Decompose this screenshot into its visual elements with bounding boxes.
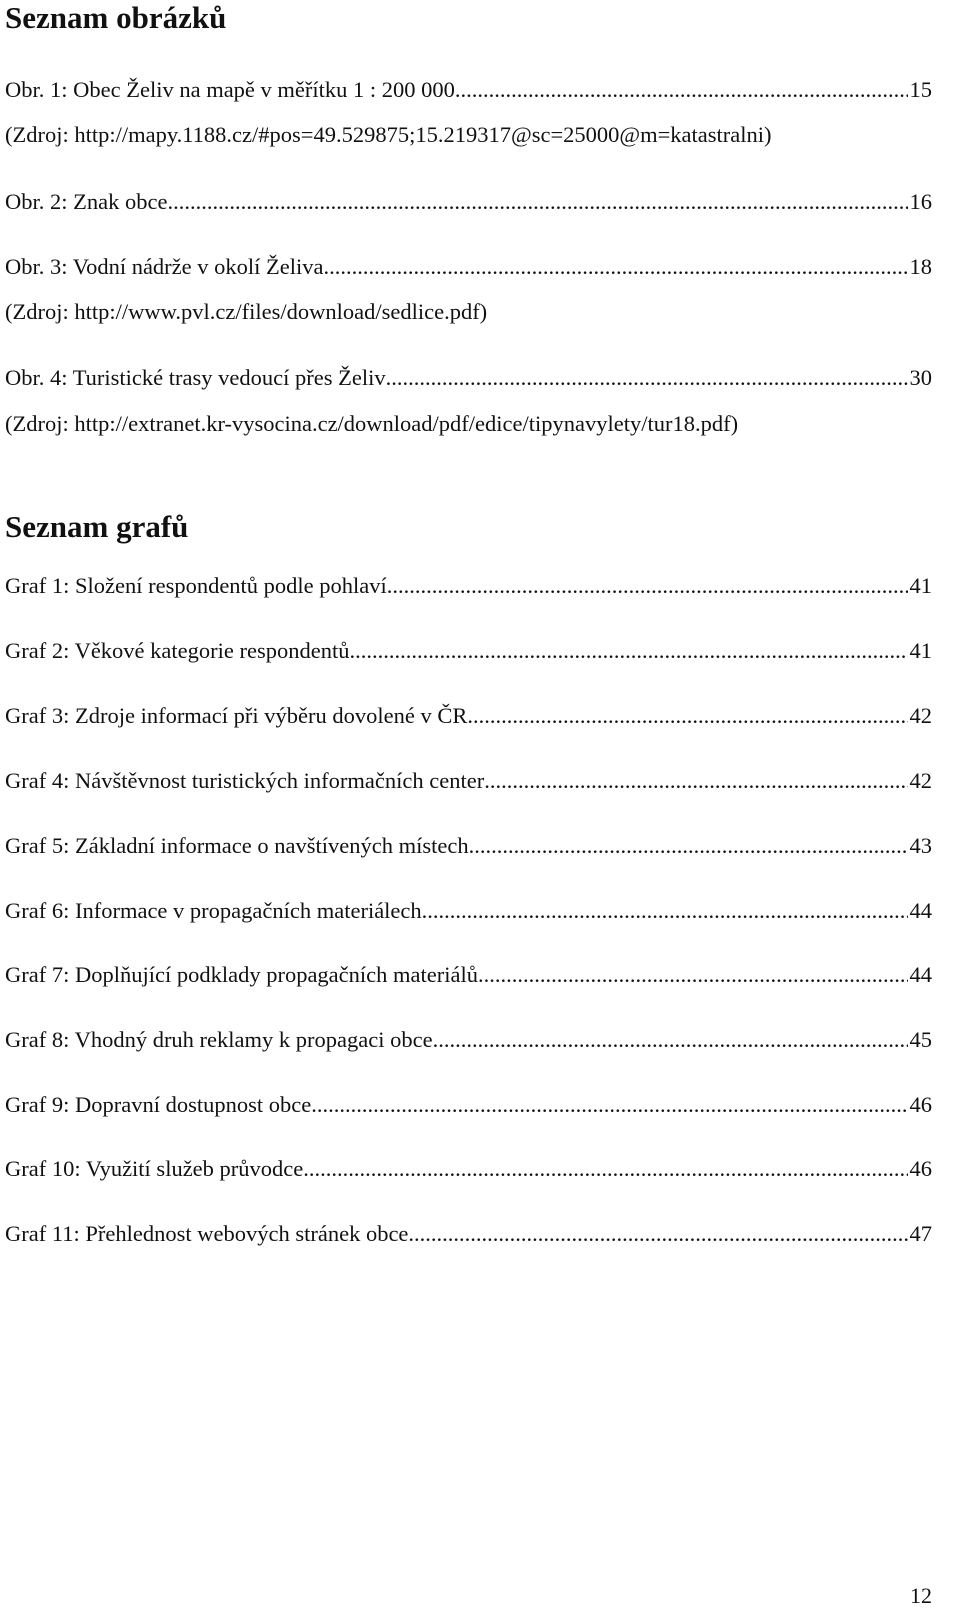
- images-list-entry[interactable]: [5, 75, 932, 105]
- entry-page-number: 42: [909, 703, 932, 728]
- dot-leader: [311, 1090, 908, 1120]
- graphs-list-entry[interactable]: [5, 571, 932, 601]
- entry-page-number: 46: [909, 1156, 932, 1181]
- entry-page-number: 45: [909, 1027, 932, 1052]
- entry-page-number: 18: [909, 254, 932, 279]
- entry-label: Graf 6: Informace v propagačních materiálech: [5, 898, 422, 923]
- dot-leader: [167, 187, 908, 217]
- entry-label: Graf 7: Doplňující podklady propagačních materiálů: [5, 962, 478, 987]
- entry-label: Graf 9: Dopravní dostupnost obce: [5, 1092, 312, 1117]
- entry-page-number: 30: [909, 365, 932, 390]
- graphs-list-entry[interactable]: [5, 701, 932, 731]
- entry-label: Graf 11: Přehlednost webových stránek obce: [5, 1221, 409, 1246]
- images-list-entry[interactable]: [5, 187, 932, 217]
- graphs-list-entry[interactable]: [5, 1025, 932, 1055]
- entry-page-number: 46: [909, 1092, 932, 1117]
- dot-leader: [408, 1219, 908, 1249]
- graphs-list-entry[interactable]: [5, 831, 932, 861]
- dot-leader: [455, 75, 908, 105]
- dot-leader: [387, 571, 908, 601]
- entry-page-number: 41: [909, 573, 932, 598]
- graphs-list-entry[interactable]: [5, 1154, 932, 1184]
- entry-label: Graf 4: Návštěvnost turistických informačních center: [5, 768, 485, 793]
- entry-page-number: 42: [909, 768, 932, 793]
- entry-page-number: 47: [909, 1221, 932, 1246]
- entry-label: Graf 10: Využití služeb průvodce: [5, 1156, 304, 1181]
- dot-leader: [324, 252, 909, 282]
- graphs-list-entry[interactable]: [5, 896, 932, 926]
- graphs-list-entry[interactable]: [5, 1219, 932, 1249]
- dot-leader: [422, 896, 908, 926]
- entry-label: Obr. 1: Obec Želiv na mapě v měřítku 1 : 200 000: [5, 77, 455, 102]
- images-list-heading: Seznam obrázků: [5, 0, 227, 35]
- entry-label: Graf 5: Základní informace o navštívených místech: [5, 833, 469, 858]
- dot-leader: [433, 1025, 908, 1055]
- entry-source: (Zdroj: http://extranet.kr-vysocina.cz/download/pdf/edice/tipynavylety/tur18.pdf): [5, 411, 739, 436]
- entry-source: (Zdroj: http://www.pvl.cz/files/download/sedlice.pdf): [5, 299, 488, 324]
- images-list-entry[interactable]: [5, 252, 932, 282]
- dot-leader: [484, 766, 908, 796]
- graphs-list-entry[interactable]: [5, 636, 932, 666]
- graphs-list-entry[interactable]: [5, 1090, 932, 1120]
- entry-page-number: 43: [909, 833, 932, 858]
- dot-leader: [467, 701, 908, 731]
- entry-label: Graf 1: Složení respondentů podle pohlaví: [5, 573, 387, 598]
- entry-source: (Zdroj: http://mapy.1188.cz/#pos=49.529875;15.219317@sc=25000@m=katastralni): [5, 122, 772, 147]
- entry-page-number: 16: [909, 189, 932, 214]
- dot-leader: [386, 363, 908, 393]
- graphs-list-entry[interactable]: [5, 766, 932, 796]
- dot-leader: [303, 1154, 908, 1184]
- images-list-entry[interactable]: [5, 363, 932, 393]
- dot-leader: [469, 831, 908, 861]
- dot-leader: [478, 960, 908, 990]
- entry-label: Graf 3: Zdroje informací při výběru dovolené v ČR: [5, 703, 468, 728]
- entry-label: Obr. 2: Znak obce: [5, 189, 168, 214]
- dot-leader: [349, 636, 908, 666]
- entry-label: Graf 2: Věkové kategorie respondentů: [5, 638, 350, 663]
- entry-label: Obr. 3: Vodní nádrže v okolí Želiva: [5, 254, 324, 279]
- graphs-list-heading: Seznam grafů: [5, 509, 189, 544]
- entry-label: Graf 8: Vhodný druh reklamy k propagaci obce: [5, 1027, 433, 1052]
- entry-label: Obr. 4: Turistické trasy vedoucí přes Želiv: [5, 365, 386, 390]
- graphs-list-entry[interactable]: [5, 960, 932, 990]
- entry-page-number: 44: [909, 962, 932, 987]
- entry-page-number: 44: [909, 898, 932, 923]
- entry-page-number: 41: [909, 638, 932, 663]
- page-number: 12: [910, 1583, 932, 1608]
- entry-page-number: 15: [909, 77, 932, 102]
